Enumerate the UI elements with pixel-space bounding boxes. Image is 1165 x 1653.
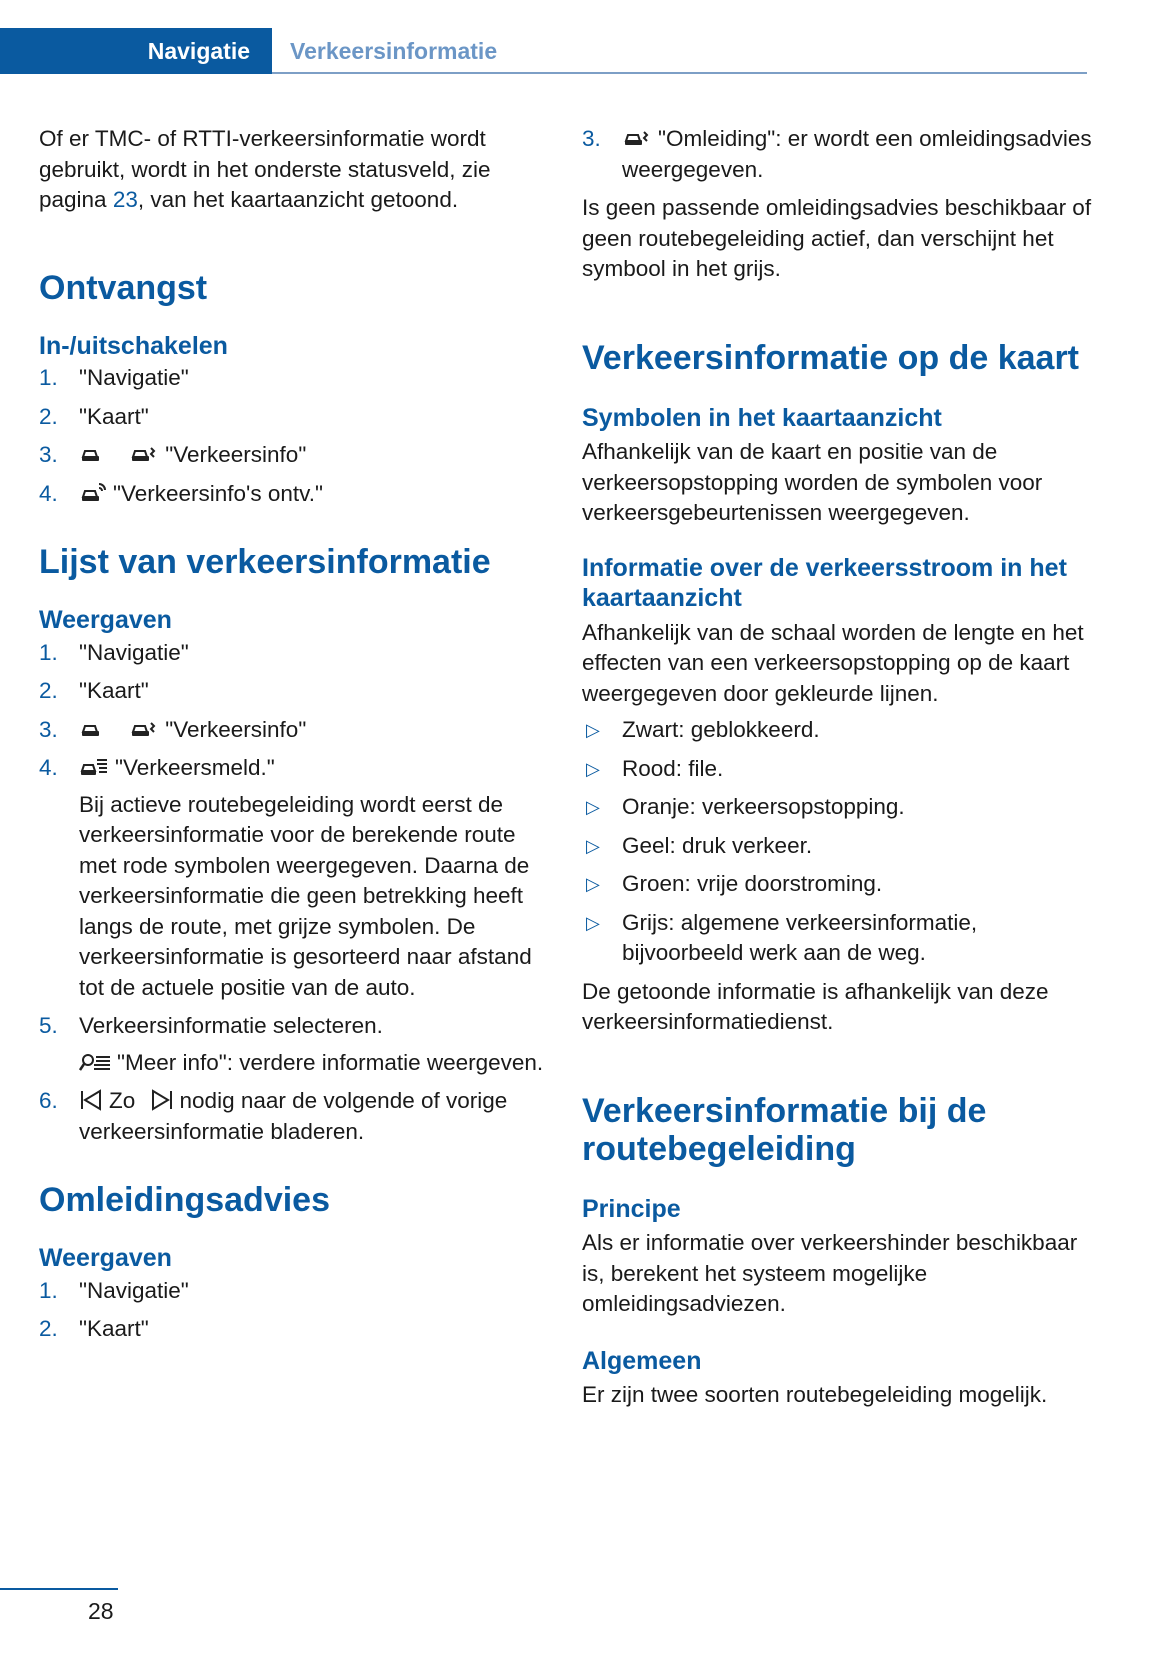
heading-ontvangst: Ontvangst — [39, 268, 208, 307]
list-item: ▷ Zwart: geblokkeerd. — [586, 717, 820, 742]
list-item: 1. "Navigatie" — [39, 639, 189, 665]
traffic-list-icon — [79, 756, 109, 778]
symbolen-paragraph: Afhankelijk van de kaart en positie van de verkeersopstopping worden de symbolen voor verkeersgebeurtenissen weergegeven. — [582, 439, 1043, 525]
dienst-paragraph: De getoonde informatie is afhankelijk van deze verkeersinformatiedienst. — [582, 978, 1049, 1034]
more-info-icon — [79, 1051, 111, 1073]
subheading-in-uitschakelen: In-/uitschakelen — [39, 331, 228, 360]
lijst-steps — [39, 638, 544, 1148]
skip-previous-icon — [79, 1089, 103, 1111]
heading-verkeersinformatie-kaart: Verkeersinformatie op de kaart — [582, 338, 1080, 377]
right-column — [582, 124, 1092, 1411]
item-detail: "Meer info": verdere informatie weergeven. — [79, 1048, 544, 1079]
algemeen-paragraph: Er zijn twee soorten routebegeleiding mogelijk. — [582, 1382, 1048, 1407]
skip-next-icon — [150, 1089, 174, 1111]
list-item: ▷ Rood: file. — [586, 755, 724, 781]
list-item: ▷ Grijs: algemene verkeersinformatie, bijvoorbeeld werk aan de weg. — [586, 909, 978, 965]
intro-paragraph: Of er TMC- of RTTI-verkeersinformatie wordt gebruikt, wordt in het onderste statusveld, zie pagina 23, van het kaartaanzicht getoond. — [39, 126, 491, 212]
heading-lijst: Lijst van verkeersinformatie — [39, 543, 491, 581]
list-item: 1. "Navigatie" — [39, 1277, 189, 1303]
list-item: ▷ Groen: vrije doorstroming. — [586, 871, 883, 896]
list-item: 3. "Verkeersinfo" — [39, 716, 307, 742]
list-item: ▷ Oranje: verkeersopstopping. — [586, 794, 905, 819]
list-item: 5. Verkeersinformatie selecteren. "Meer info": verdere informatie weergeven. — [39, 1011, 544, 1078]
list-item: 4. "Verkeersmeld." Bij actieve routebegeleiding wordt eerst de verkeersinformatie voor de berekende route met rode symbolen weergegeven. Daarna de verkeersinformatie die geen betrekking heeft langs de route, met grijze symbolen. De verkeersinformatie is gesorteerd naar afstand tot de actuele positie van de auto. — [39, 753, 544, 1003]
list-item: 3. "Verkeersinfo" — [39, 442, 307, 467]
verkeersstroom-paragraph: Afhankelijk van de schaal worden de lengte en het effecten van een verkeersopstopping op de kaart weergegeven door gekleurde lijnen. — [582, 619, 1084, 706]
subheading-weergaven: Weergaven — [39, 606, 172, 634]
color-legend-list — [582, 715, 1092, 969]
principe-paragraph: Als er informatie over verkeershinder beschikbaar is, berekent het systeem mogelijke omleidingsadviezen. — [582, 1230, 1078, 1316]
footer-rule — [0, 1588, 118, 1590]
chapter-title: Navigatie — [147, 38, 250, 64]
subheading-principe: Principe — [582, 1194, 681, 1223]
car-icon — [79, 720, 103, 740]
subheading-verkeersstroom: Informatie over de verkeersstroom in het kaartaanzicht — [582, 553, 1067, 612]
list-item: ▷ Geel: druk verkeer. — [586, 832, 813, 858]
heading-omleidingsadvies: Omleidingsadvies — [39, 1181, 330, 1219]
list-item: 6. Zo nodig naar de volgende of vorige verkeersinformatie bladeren. — [39, 1088, 508, 1144]
list-item: 1. "Navigatie" — [39, 365, 189, 390]
section-title: Verkeersinformatie — [290, 38, 498, 64]
header-rule — [272, 72, 1087, 74]
ontvangst-steps — [39, 363, 544, 509]
list-item: 4. "Verkeersinfo's ontv." — [39, 480, 323, 506]
item-detail: Bij actieve routebegeleiding wordt eerst de verkeersinformatie voor de berekende route met rode symbolen weergegeven. Daarna de verkeersinformatie die geen betrekking heeft langs de route, met grijze symbolen. De verkeersinformatie is gesorteerd naar afstand tot de actuele positie van de auto. — [79, 791, 532, 1000]
traffic-car-icon — [129, 445, 159, 465]
chapter-tab — [0, 28, 272, 74]
car-icon — [79, 445, 103, 465]
list-item: 2. "Kaart" — [39, 403, 149, 429]
traffic-car-icon — [129, 720, 159, 740]
list-item: 2. "Kaart" — [39, 1316, 149, 1341]
list-item: 3. "Omleiding": er wordt een omleidingsadvies weergegeven. — [582, 126, 1092, 182]
left-column — [39, 124, 544, 1353]
page-link[interactable]: 23 — [112, 187, 138, 212]
heading-routebegeleiding: Verkeersinformatie bij de routebegeleiding — [582, 1091, 987, 1168]
page-number: 28 — [88, 1598, 114, 1624]
omleiding-steps — [39, 1276, 544, 1345]
subheading-symbolen: Symbolen in het kaartaanzicht — [582, 403, 942, 432]
subheading-algemeen: Algemeen — [582, 1346, 702, 1375]
omleiding-steps-continued — [582, 124, 1092, 185]
traffic-receive-icon — [79, 482, 107, 504]
grey-symbol-note: Is geen passende omleidingsadvies beschikbaar of geen routebegeleiding actief, dan verschijnt het symbool in het grijs. — [582, 195, 1092, 281]
traffic-car-icon — [622, 129, 652, 149]
list-item: 2. "Kaart" — [39, 678, 149, 703]
subheading-weergaven: Weergaven — [39, 1244, 172, 1272]
